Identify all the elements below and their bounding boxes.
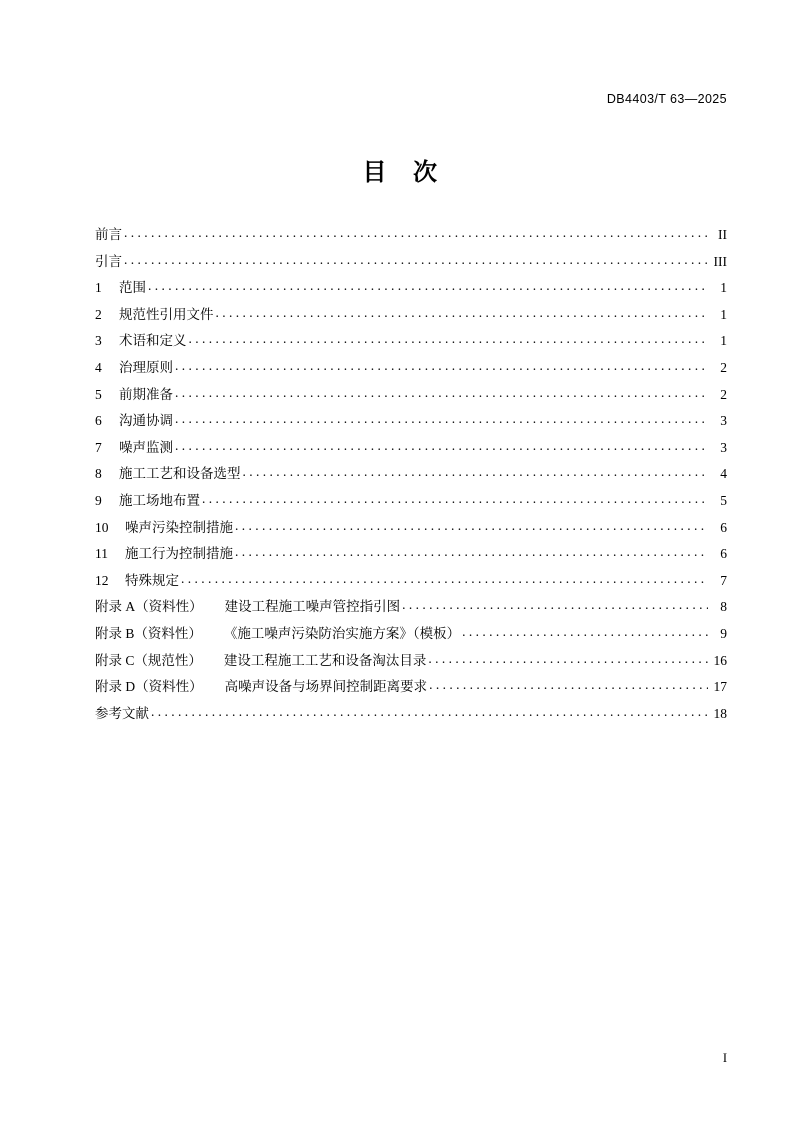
toc-entry[interactable] bbox=[95, 627, 727, 654]
toc-entry-page-number: 6 bbox=[720, 519, 727, 535]
toc-entry-page-number: 5 bbox=[720, 492, 727, 508]
toc-entry[interactable] bbox=[95, 680, 727, 707]
page-folio: I bbox=[722, 1051, 727, 1065]
toc-entry[interactable] bbox=[95, 521, 727, 548]
toc-entry-page-number: 16 bbox=[713, 652, 727, 668]
toc-entry[interactable] bbox=[95, 467, 727, 494]
toc-entry-label: 治理原则 bbox=[119, 359, 173, 375]
toc-entry[interactable] bbox=[95, 654, 727, 681]
toc-entry-page-number: 9 bbox=[720, 625, 727, 641]
toc-dot-leader bbox=[175, 439, 708, 453]
toc-entry-page-number: 3 bbox=[720, 413, 727, 429]
toc-entry[interactable] bbox=[95, 707, 727, 734]
toc-entry-label: 参考文献 bbox=[95, 705, 149, 721]
toc-dot-leader bbox=[124, 226, 708, 240]
page-title-char-2: 次 bbox=[413, 160, 438, 186]
toc-entry-label: 建设工程施工工艺和设备淘汰目录 bbox=[223, 652, 427, 668]
toc-entry-page-number: 2 bbox=[720, 359, 727, 375]
toc-dot-leader bbox=[235, 519, 708, 533]
toc-annex-designation: 附录 A（资料性） bbox=[95, 599, 203, 615]
toc-entry-number: 11 bbox=[95, 546, 108, 562]
toc-annex-designation: 附录 C（规范性） bbox=[95, 652, 202, 668]
toc-entry-page-number: II bbox=[718, 227, 727, 242]
toc-dot-leader bbox=[402, 598, 708, 612]
toc-dot-leader bbox=[462, 625, 708, 639]
toc-entry-page-number: 2 bbox=[720, 386, 727, 402]
toc-entry-label: 规范性引用文件 bbox=[119, 306, 214, 322]
toc-dot-leader bbox=[235, 545, 708, 559]
toc-entry-page-number: 6 bbox=[720, 546, 727, 562]
toc-dot-leader bbox=[151, 705, 708, 719]
toc-entry-number: 2 bbox=[95, 306, 102, 322]
toc-entry-label: 施工工艺和设备选型 bbox=[119, 466, 241, 482]
toc-entry-number: 5 bbox=[95, 386, 102, 402]
toc-dot-leader bbox=[148, 279, 708, 293]
toc-entry[interactable] bbox=[95, 388, 727, 415]
toc-entry-page-number: 18 bbox=[713, 705, 727, 721]
toc-entry-label: 《施工噪声污染防治实施方案》（模板） bbox=[223, 625, 461, 641]
toc-entry[interactable] bbox=[95, 414, 727, 441]
toc-entry-label: 高噪声设备与场界间控制距离要求 bbox=[224, 679, 428, 695]
toc-entry-page-number: 1 bbox=[720, 306, 727, 322]
toc-dot-leader bbox=[175, 386, 708, 400]
toc-dot-leader bbox=[175, 359, 708, 373]
toc-dot-leader bbox=[216, 306, 709, 320]
toc-dot-leader bbox=[124, 253, 708, 267]
toc-dot-leader bbox=[429, 678, 708, 692]
toc-entry-label: 沟通协调 bbox=[119, 413, 173, 429]
toc-entry[interactable] bbox=[95, 494, 727, 521]
toc-dot-leader bbox=[428, 652, 708, 666]
toc-entry-number: 12 bbox=[95, 572, 109, 588]
toc-entry-label: 前期准备 bbox=[119, 386, 173, 402]
toc-entry-page-number: 3 bbox=[720, 439, 727, 455]
standard-code-header: DB4403/T 63—2025 bbox=[606, 92, 727, 106]
toc-entry-number: 8 bbox=[95, 466, 102, 482]
toc-entry-label: 施工场地布置 bbox=[119, 492, 200, 508]
toc-entry-page-number: 7 bbox=[720, 572, 727, 588]
toc-entry-number: 7 bbox=[95, 439, 102, 455]
toc-entry-page-number: III bbox=[713, 253, 727, 269]
toc-entry-label: 噪声监测 bbox=[119, 439, 173, 455]
toc-entry-number: 3 bbox=[95, 333, 102, 349]
toc-entry-number: 9 bbox=[95, 492, 102, 508]
page-title-char-1: 目 bbox=[362, 160, 387, 186]
toc-entry-label: 引言 bbox=[95, 253, 122, 269]
toc-entry-label: 建设工程施工噪声管控指引图 bbox=[224, 599, 401, 615]
toc-entry-page-number: 1 bbox=[720, 280, 727, 296]
toc-entry-page-number: 1 bbox=[720, 333, 727, 349]
toc-entry-page-number: 8 bbox=[720, 599, 727, 615]
toc-entry[interactable] bbox=[95, 361, 727, 388]
page-title bbox=[0, 152, 800, 187]
toc-entry-number: 10 bbox=[95, 519, 109, 535]
toc-entry-page-number: 17 bbox=[713, 679, 727, 695]
toc-entry-label: 特殊规定 bbox=[125, 572, 179, 588]
toc-entry[interactable] bbox=[95, 308, 727, 335]
toc-entry-number: 1 bbox=[95, 280, 102, 296]
toc-entry-number: 6 bbox=[95, 413, 102, 429]
toc-entry-label: 范围 bbox=[119, 280, 146, 296]
toc-dot-leader bbox=[181, 572, 708, 586]
toc-entry[interactable] bbox=[95, 334, 727, 361]
toc-dot-leader bbox=[189, 332, 709, 346]
toc-entry-page-number: 4 bbox=[720, 466, 727, 482]
toc-entry-label: 噪声污染控制措施 bbox=[125, 519, 233, 535]
toc-entry-label: 前言 bbox=[95, 227, 122, 242]
toc-entry[interactable] bbox=[95, 281, 727, 308]
toc-entry[interactable] bbox=[95, 228, 727, 255]
table-of-contents bbox=[95, 228, 727, 733]
toc-dot-leader bbox=[175, 412, 708, 426]
toc-annex-designation: 附录 B（资料性） bbox=[95, 625, 202, 641]
toc-entry-label: 施工行为控制措施 bbox=[125, 546, 233, 562]
toc-entry[interactable] bbox=[95, 255, 727, 282]
toc-entry-label: 术语和定义 bbox=[119, 333, 187, 349]
toc-entry[interactable] bbox=[95, 547, 727, 574]
toc-dot-leader bbox=[202, 492, 708, 506]
toc-entry[interactable] bbox=[95, 574, 727, 601]
toc-entry[interactable] bbox=[95, 441, 727, 468]
toc-dot-leader bbox=[243, 465, 709, 479]
toc-entry[interactable] bbox=[95, 600, 727, 627]
toc-annex-designation: 附录 D（资料性） bbox=[95, 679, 203, 695]
toc-entry-number: 4 bbox=[95, 359, 102, 375]
